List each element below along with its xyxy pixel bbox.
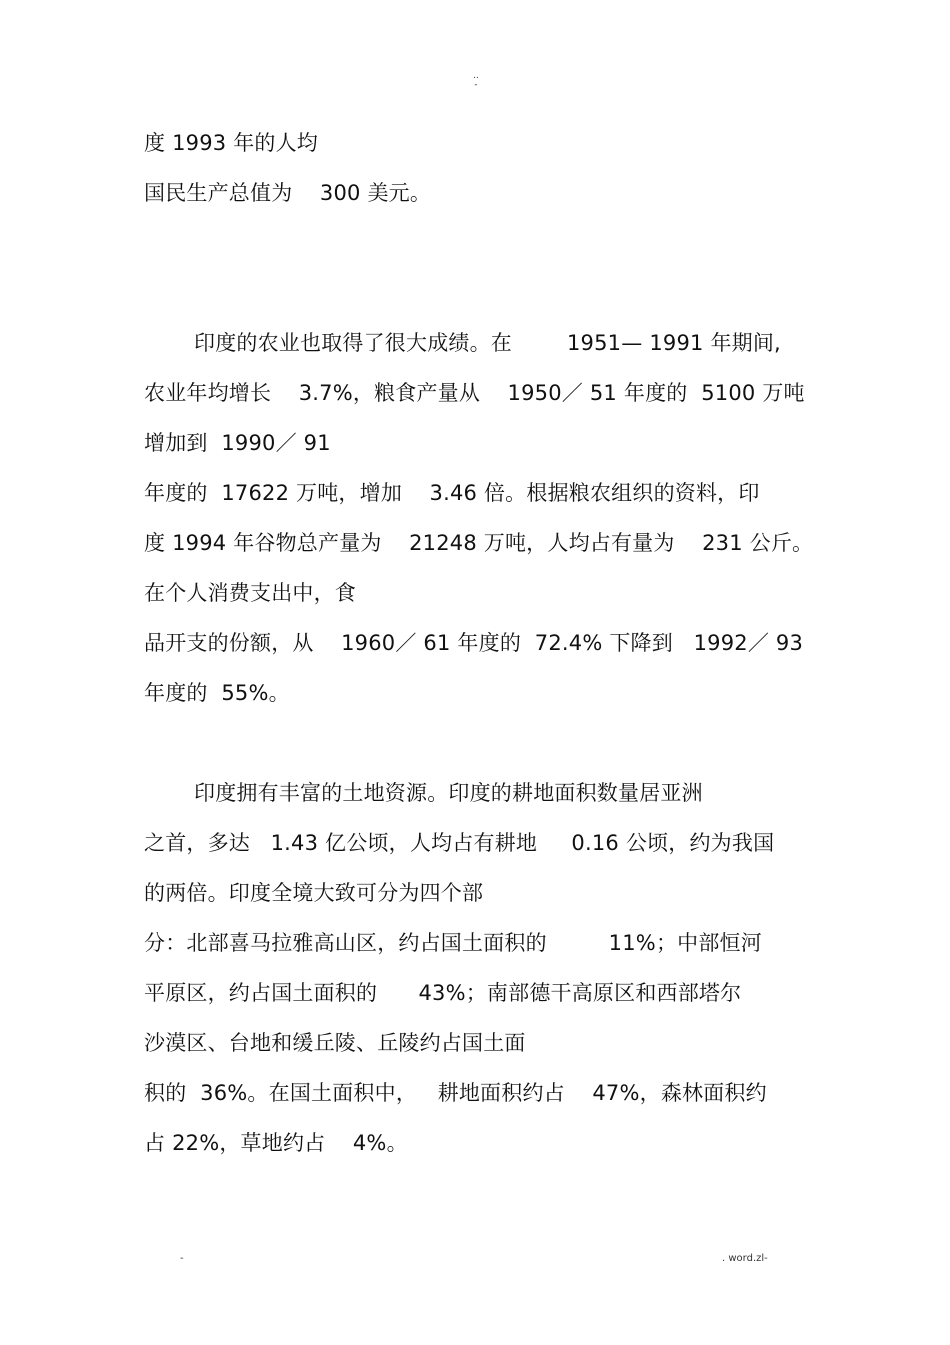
paragraph-start: 印度的农业也取得了很大成绩。在 1951— 1991 年期间,: [194, 331, 781, 355]
text-line: 之首，多达 1.43 亿公顷，人均占有耕地 0.16 公顷，约为我国: [144, 831, 775, 855]
text-line: 的两倍。印度全境大致可分为四个部: [144, 881, 484, 905]
footer-left-mark: -: [180, 1253, 184, 1264]
text-line: 增加到 1990／ 91: [144, 431, 331, 455]
text-line: 在个人消费支出中，食: [144, 581, 356, 605]
text-line: 年度的 55%。: [144, 681, 290, 705]
header-mark: .. -: [473, 71, 479, 90]
text-line: 品开支的份额，从 1960／ 61 年度的 72.4% 下降到 1992／ 93: [144, 631, 804, 655]
text-line: 沙漠区、台地和缓丘陵、丘陵约占国土面: [144, 1031, 526, 1055]
text-line: 国民生产总值为 300 美元。: [144, 181, 432, 205]
text-line: 积的 36%。在国土面积中， 耕地面积约占 47%，森林面积约: [144, 1081, 767, 1105]
text-line: 分：北部喜马拉雅高山区，约占国土面积的 11%；中部恒河: [144, 931, 762, 955]
text-line: 年度的 17622 万吨，增加 3.46 倍。根据粮农组织的资料，印: [144, 481, 760, 505]
text-line: 平原区，约占国土面积的 43%；南部德干高原区和西部塔尔: [144, 981, 742, 1005]
text-line: 占 22%，草地约占 4%。: [144, 1131, 408, 1155]
paragraph-start: 印度拥有丰富的土地资源。印度的耕地面积数量居亚洲: [194, 781, 703, 805]
text-line: 度 1993 年的人均: [144, 131, 318, 155]
footer-source: . word.zl-: [722, 1253, 768, 1264]
text-line: 度 1994 年谷物总产量为 21248 万吨，人均占有量为 231 公斤。: [144, 531, 814, 555]
text-line: 农业年均增长 3.7%，粮食产量从 1950／ 51 年度的 5100 万吨: [144, 381, 805, 405]
